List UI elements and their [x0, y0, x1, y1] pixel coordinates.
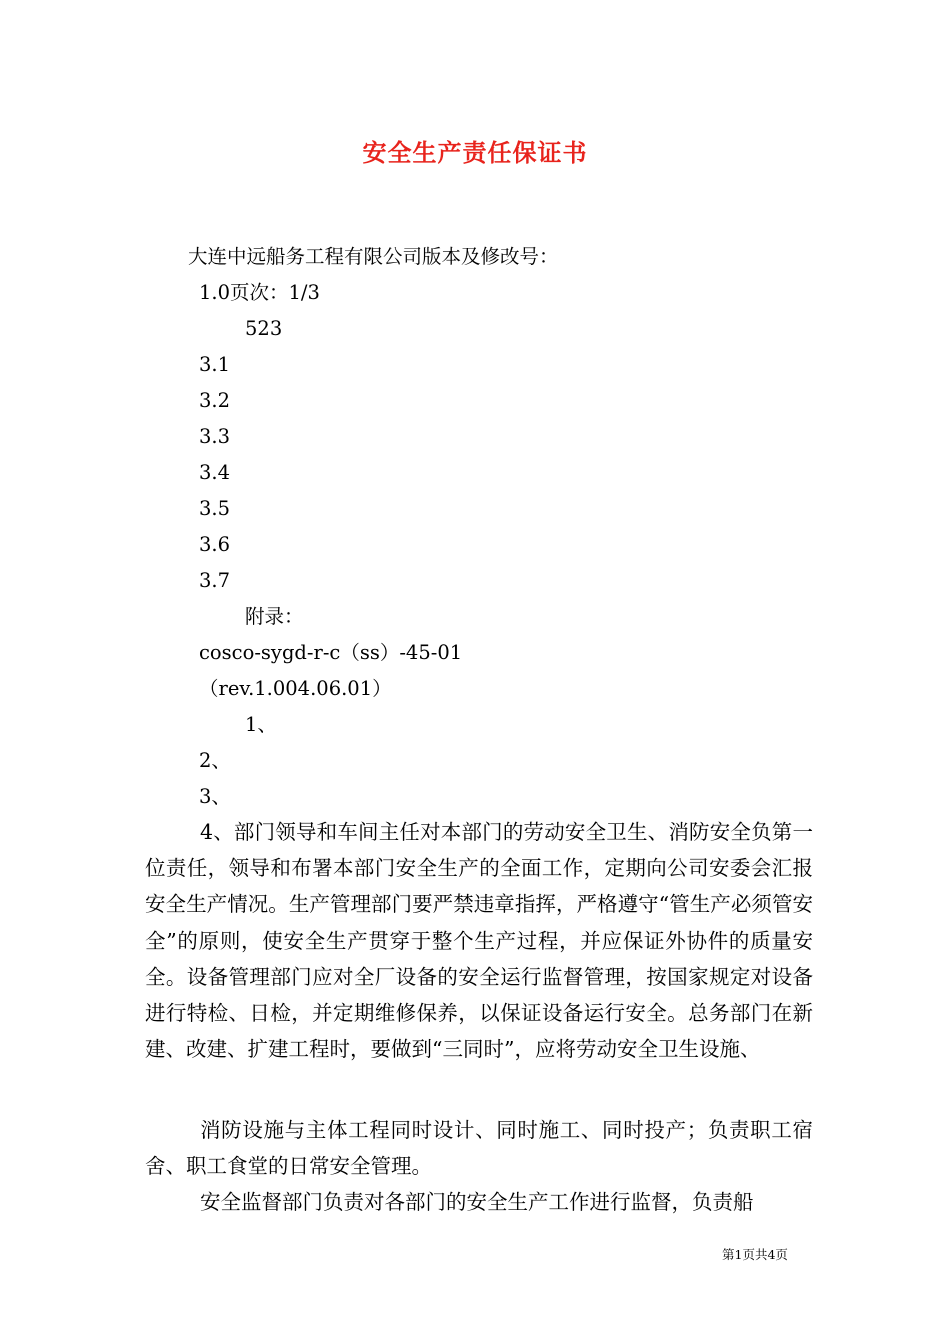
list-item-1: 1、	[245, 713, 277, 736]
appendix-label: 附录：	[245, 605, 304, 628]
document-title: 安全生产责任保证书	[362, 138, 588, 167]
number-line: 523	[245, 317, 283, 340]
document-code: cosco-sygd-r-c（ss）-45-01	[199, 641, 463, 664]
section-3-3: 3.3	[199, 425, 231, 448]
revision-code: （rev.1.004.06.01）	[199, 677, 392, 700]
section-3-7: 3.7	[199, 569, 231, 592]
page-footer: 第1页共4页	[722, 1247, 788, 1262]
section-3-5: 3.5	[199, 497, 231, 520]
section-3-6: 3.6	[199, 533, 231, 556]
section-3-2: 3.2	[199, 389, 231, 412]
paragraph-safety-supervision: 安全监督部门负责对各部门的安全生产工作进行监督，负责船	[200, 1190, 754, 1214]
section-3-4: 3.4	[199, 461, 231, 484]
list-item-2: 2、	[199, 749, 231, 772]
company-version-line: 大连中远船务工程有限公司版本及修改号：	[188, 245, 559, 268]
page-number-line: 1.0页次：1/3	[199, 281, 320, 304]
paragraph-4: 4、部门领导和车间主任对本部门的劳动安全卫生、消防安全负第一位责任，领导和布署本部门安全生产的全面工作，定期向公司安委会汇报安全生产情况。生产管理部门要严禁违章指挥，严格遵守“管生产必须管安全”的原则，使安全生产贯穿于整个生产过程，并应保证外协件的质量安全。设备管理部门应对全厂设备的安全运行监督管理，按国家规定对设备进行特检、日检，并定期维修保养，以保证设备运行安全。总务部门在新建、改建、扩建工程时，要做到“三同时”，应将劳动安全卫生设施、	[145, 820, 813, 1062]
paragraph-fire-safety: 消防设施与主体工程同时设计、同时施工、同时投产；负责职工宿舍、职工食堂的日常安全管理。	[145, 1118, 813, 1179]
list-item-3: 3、	[199, 785, 231, 808]
section-3-1: 3.1	[199, 353, 231, 376]
